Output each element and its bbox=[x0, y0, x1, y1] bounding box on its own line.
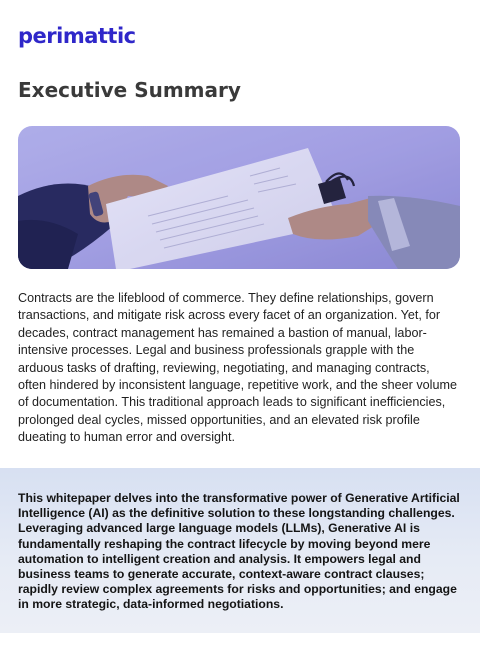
highlight-paragraph: This whitepaper delves into the transformative power of Generative Artificial Intelligence (AI) as the definitive solution to these longstanding challenges. Leveraging advanced large language models (LLMs), Generative AI is fundamentally reshaping the contract lifecycle by moving beyond mere automation to intelligent creation and analysis. It empowers legal and business teams to generate accurate, context-aware contract clauses; rapidly review complex agreements for risks and opportunities; and engage in more strategic, data-informed negotiations. bbox=[18, 491, 460, 612]
intro-paragraph: Contracts are the lifeblood of commerce. They define relationships, govern transactions, and mitigate risk across every facet of an organization. Yet, for decades, contract management has remained a bastion of manual, labor-intensive processes. Legal and business professionals grapple with the arduous tasks of drafting, reviewing, negotiating, and managing contracts, often hindered by inconsistent language, repetitive work, and the sheer volume of documentation. This traditional approach leads to significant inefficiencies, prolonged deal cycles, missed opportunities, and an elevated risk profile dueating to human error and oversight. bbox=[18, 291, 457, 445]
brand-logo: perimattic bbox=[18, 24, 136, 48]
page-title: Executive Summary bbox=[18, 78, 241, 102]
highlight-band bbox=[0, 468, 480, 633]
hero-image bbox=[18, 126, 460, 269]
